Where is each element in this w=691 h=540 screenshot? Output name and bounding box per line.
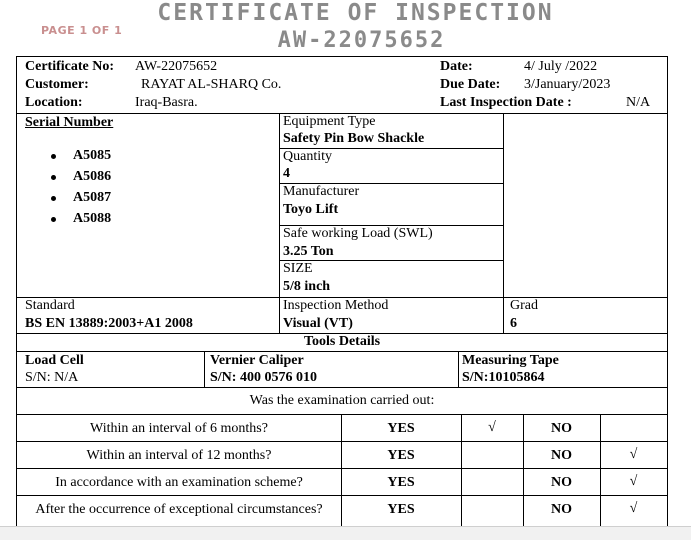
last-inspection-label: Last Inspection Date : [440,95,572,110]
yes-label: YES [387,421,415,436]
divider [204,351,205,387]
location-label: Location: [25,95,83,110]
examination-question: Was the examination carried out: [249,393,435,408]
quantity-value: 4 [283,166,290,181]
load-cell-label: Load Cell [25,353,84,368]
cert-no-value: AW-22075652 [135,59,218,74]
divider [503,113,504,333]
manufacturer-label: Manufacturer [283,184,360,199]
divider [17,351,667,352]
cert-no-label: Certificate No: [25,59,115,74]
manufacturer-value: Toyo Lift [283,202,339,217]
divider [458,351,459,387]
serial-item: A5087 [73,190,112,205]
grad-label: Grad [510,298,538,313]
serial-item: A5086 [73,169,112,184]
tools-details-heading: Tools Details [303,334,381,349]
exam-question-cell: After the occurrence of exceptional circumstances? [35,502,323,517]
yes-label: YES [387,502,415,517]
exam-question-cell: Within an interval of 12 months? [86,448,272,463]
exam-question-cell: Within an interval of 6 months? [90,421,268,436]
grad-value: 6 [510,316,517,331]
check-mark-icon: √ [488,420,496,435]
no-label: NO [551,421,572,436]
no-label: NO [551,475,572,490]
check-mark-icon: √ [629,447,638,462]
customer-label: Customer: [25,77,89,92]
serial-number-label: Serial Number [25,115,114,130]
vernier-caliper-sn: S/N: 400 0576 010 [210,370,317,385]
serial-item: A5085 [73,148,112,163]
certificate-number-title: AW-22075652 [277,28,446,53]
measuring-tape-sn: S/N:10105864 [462,370,545,385]
divider [17,468,667,469]
exam-question-cell: In accordance with an examination scheme? [55,475,303,490]
size-label: SIZE [283,261,313,276]
no-label: NO [551,448,572,463]
divider [17,441,667,442]
certificate-table [16,56,668,527]
no-label: NO [551,502,572,517]
equipment-type-value: Safety Pin Bow Shackle [283,131,425,146]
measuring-tape-label: Measuring Tape [462,353,559,368]
yes-label: YES [387,475,415,490]
date-value: 4/ July /2022 [524,59,598,74]
bullet-icon [51,175,56,180]
swl-value: 3.25 Ton [283,244,334,259]
standard-label: Standard [25,298,75,313]
date-label: Date: [440,59,473,74]
size-value: 5/8 inch [283,279,331,294]
divider [17,414,667,415]
swl-label: Safe working Load (SWL) [283,226,433,241]
customer-value: RAYAT AL-SHARQ Co. [141,77,282,92]
check-mark-icon: √ [629,474,638,489]
divider [17,495,667,496]
page-edge [0,526,691,540]
due-date-value: 3/January/2023 [524,77,611,92]
divider [17,387,667,388]
page-number-label: PAGE 1 OF 1 [41,24,123,37]
inspection-method-label: Inspection Method [283,298,389,313]
bullet-icon [51,154,56,159]
equipment-type-label: Equipment Type [283,114,376,129]
divider [279,113,280,333]
vernier-caliper-label: Vernier Caliper [210,353,304,368]
divider [279,260,503,261]
certificate-title: CERTIFICATE OF INSPECTION [157,0,554,26]
quantity-label: Quantity [283,149,332,164]
serial-item: A5088 [73,211,112,226]
location-value: Iraq-Basra. [135,95,198,110]
yes-label: YES [387,448,415,463]
load-cell-sn: S/N: N/A [25,370,79,385]
inspection-method-value: Visual (VT) [283,316,353,331]
standard-value: BS EN 13889:2003+A1 2008 [25,316,193,331]
last-inspection-value: N/A [626,95,651,110]
check-mark-icon: √ [629,501,638,516]
bullet-icon [51,217,56,222]
due-date-label: Due Date: [440,77,501,92]
bullet-icon [51,196,56,201]
